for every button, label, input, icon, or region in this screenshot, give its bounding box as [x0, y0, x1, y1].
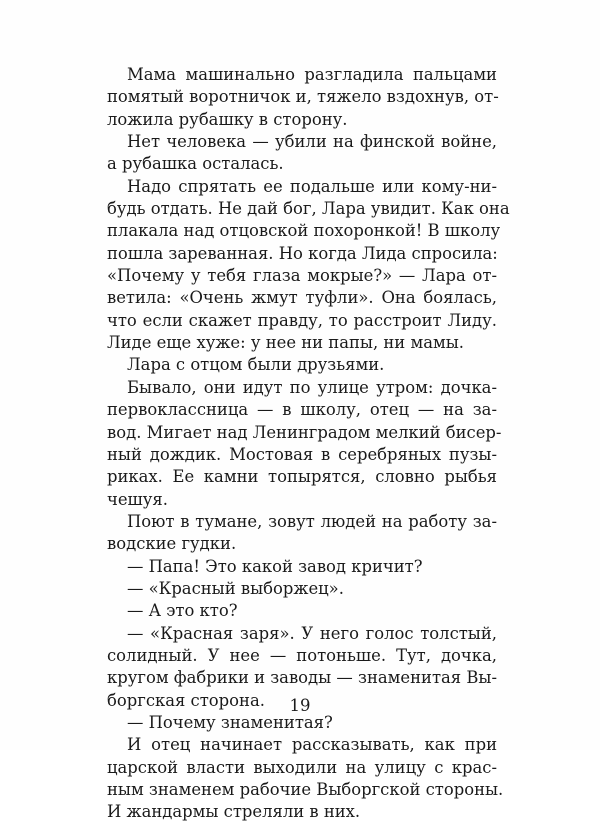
text-line: пошла зареванная. Но когда Лида спросила:: [107, 243, 498, 263]
text-line: — «Красный выборжец».: [127, 578, 344, 598]
text-line: — Почему знаменитая?: [127, 712, 333, 732]
text-line: плакала над отцовской похоронкой! В школу: [107, 221, 501, 241]
text-line: первоклассница — в школу, отец — на за-: [107, 400, 497, 420]
text-line: И отец начинает рассказывать, как при: [127, 735, 497, 755]
text-line: — А это кто?: [127, 601, 238, 621]
text-line: Нет человека — убили на финской войне,: [127, 132, 497, 152]
text-line: Поют в тумане, зовут людей на работу за-: [127, 511, 497, 531]
page-number: 19: [289, 696, 311, 715]
text-line: ветила: «Очень жмут туфли». Она боялась,: [107, 288, 497, 308]
text-line: ложила рубашку в сторону.: [107, 109, 348, 129]
text-line: Бывало, они идут по улице утром: дочка-: [127, 377, 497, 397]
text-line: Лара с отцом были друзьями.: [127, 355, 385, 375]
text-line: а рубашка осталась.: [107, 154, 284, 174]
text-line: ный дождик. Мостовая в серебряных пузы-: [107, 444, 497, 464]
text-line: «Почему у тебя глаза мокрые?» — Лара от-: [107, 266, 497, 286]
text-line: Лиде еще хуже: у нее ни папы, ни мамы.: [107, 333, 464, 353]
text-line: царской власти выходили на улицу с крас-: [107, 757, 497, 777]
text-line: будь отдать. Не дай бог, Лара увидит. Как она: [107, 199, 510, 219]
text-line: риках. Ее камни топырятся, словно рыбья: [107, 467, 497, 487]
text-line: Надо спрятать ее подальше или кому-ни-: [127, 176, 497, 196]
text-line: водские гудки.: [107, 534, 237, 554]
text-line: ным знаменем рабочие Выборгской стороны.: [107, 780, 504, 799]
text-line: — «Красная заря». У него голос толстый,: [127, 623, 497, 643]
text-line: боргская сторона.: [107, 690, 265, 710]
text-line: Мама машинально разгладила пальцами: [127, 65, 497, 84]
text-line: помятый воротничок и, тяжело вздохнув, от-: [107, 87, 499, 107]
text-line: чешуя.: [107, 489, 168, 509]
text-line: что если скажет правду, то расстроит Лиду.: [107, 310, 497, 330]
text-line: вод. Мигает над Ленинградом мелкий бисер-: [107, 422, 502, 442]
text-line: И жандармы стреляли в них.: [107, 802, 361, 822]
text-line: солидный. У нее — потоньше. Тут, дочка,: [107, 645, 497, 665]
text-line: — Папа! Это какой завод кричит?: [127, 556, 423, 576]
text-line: кругом фабрики и заводы — знаменитая Вы-: [107, 668, 497, 688]
